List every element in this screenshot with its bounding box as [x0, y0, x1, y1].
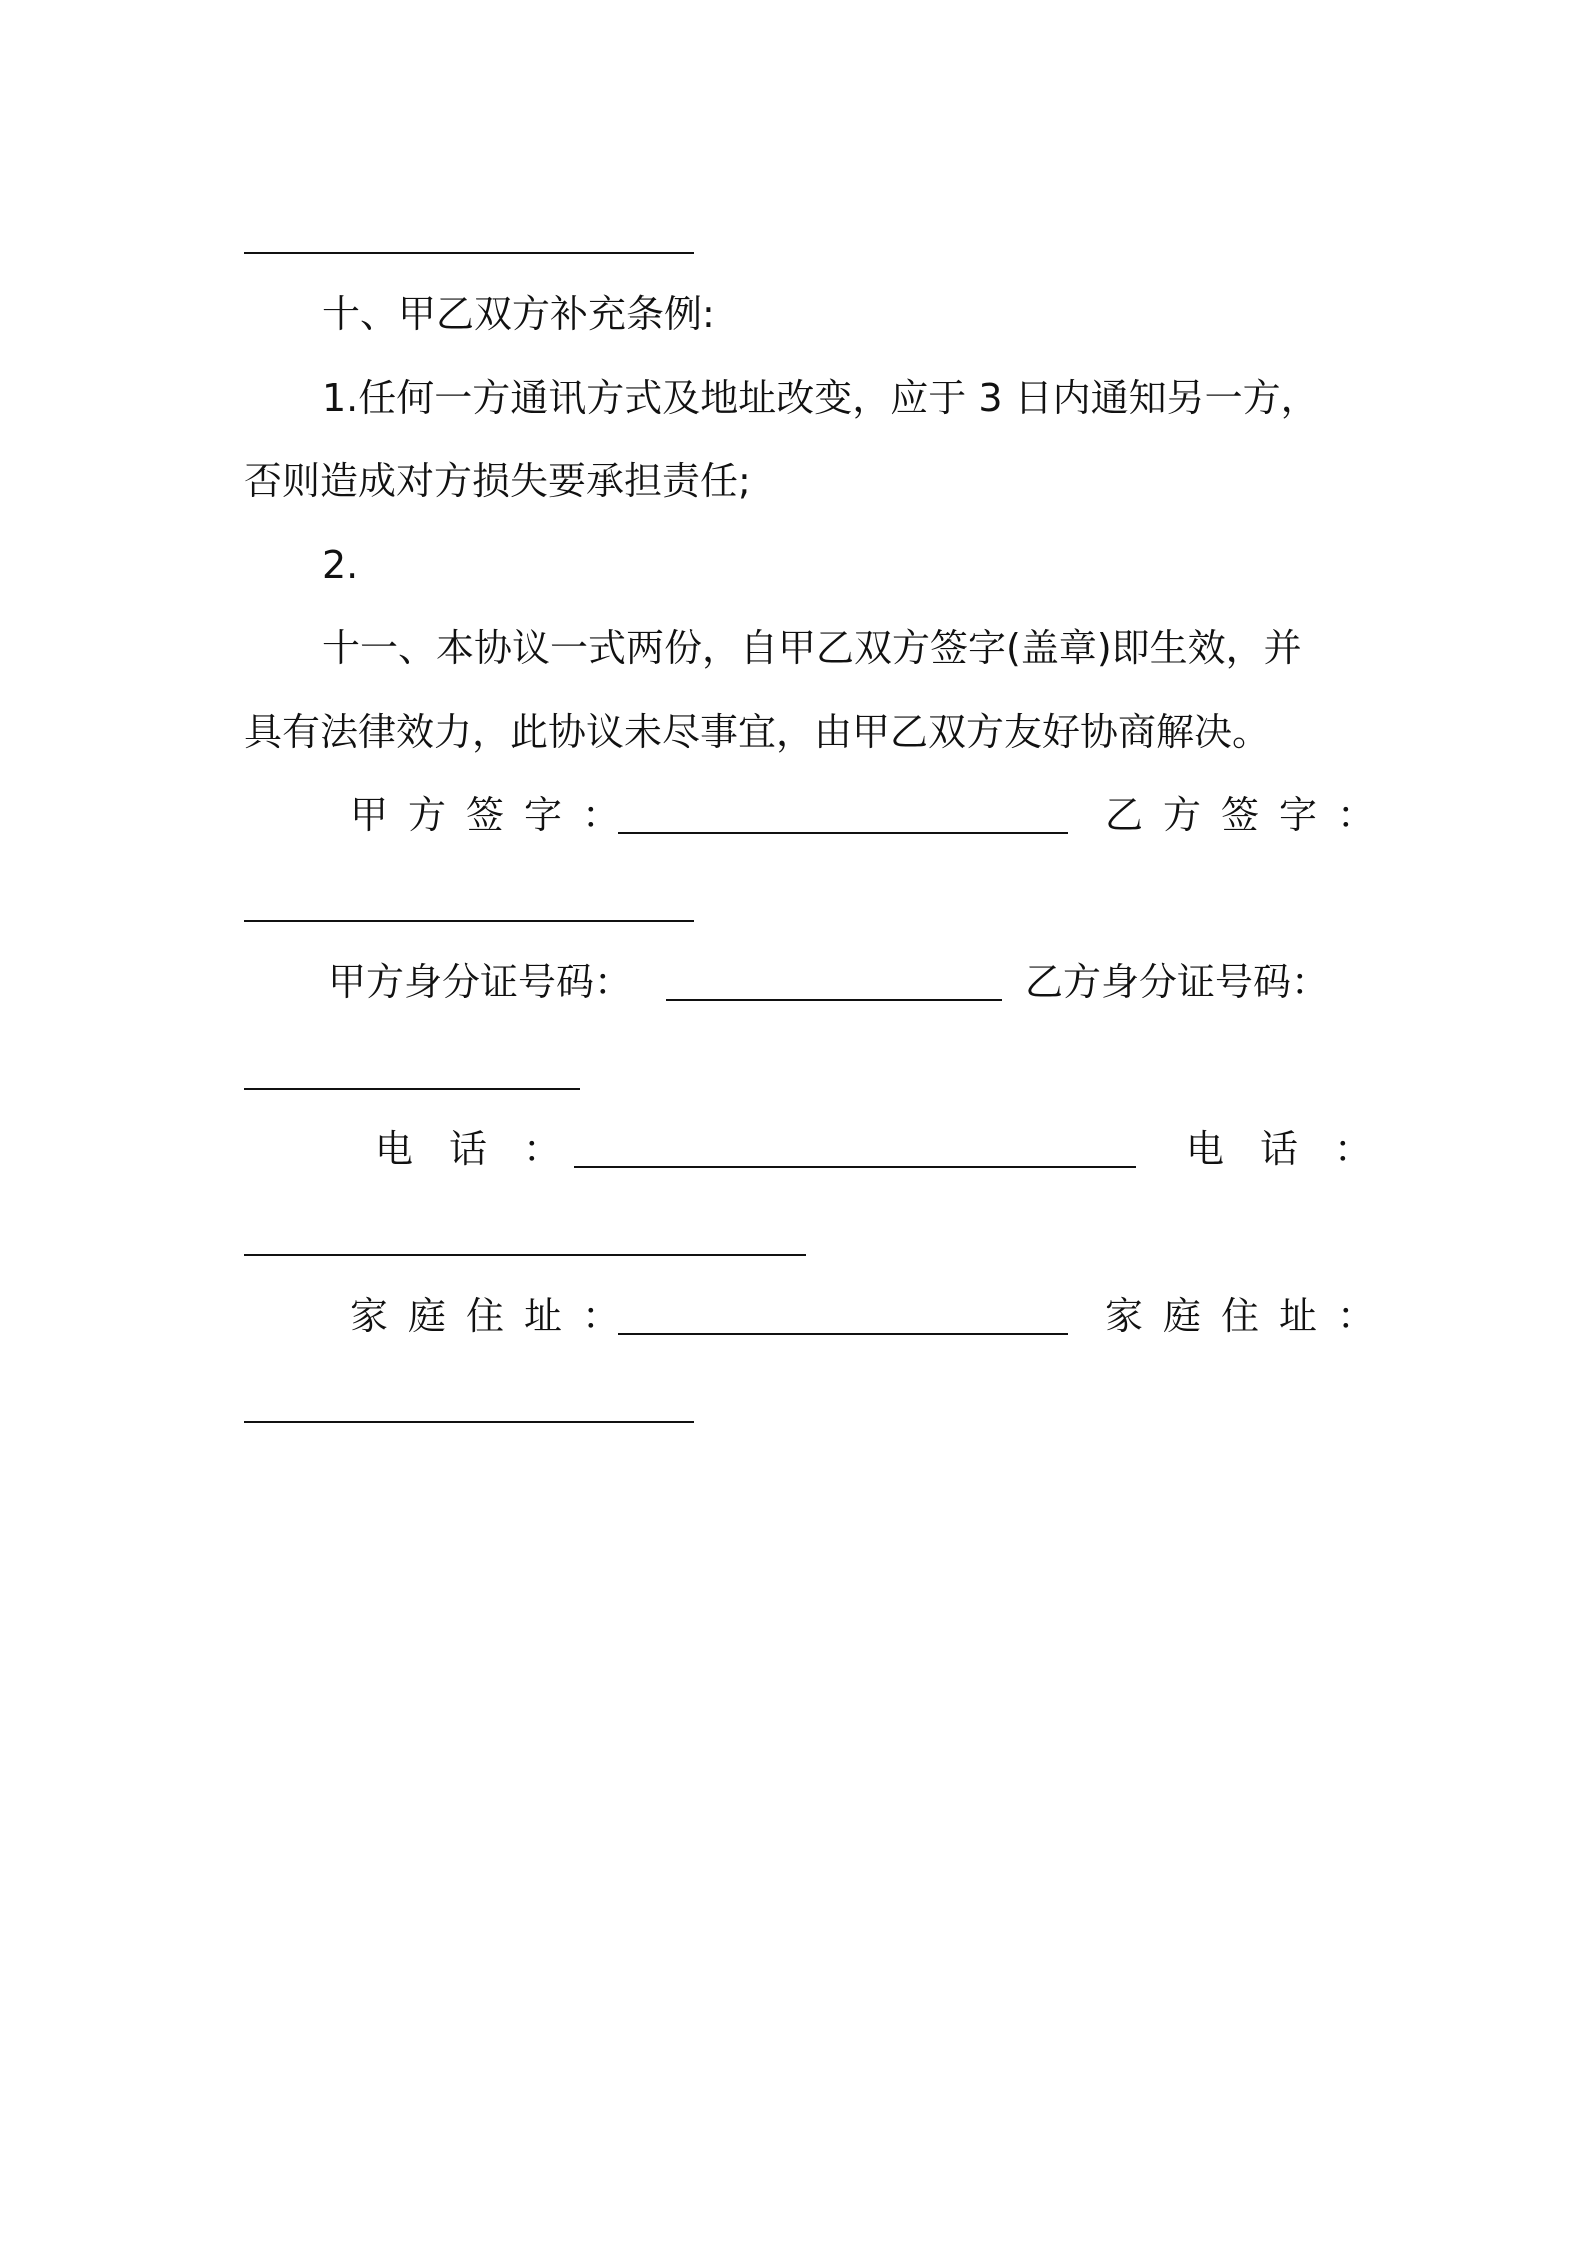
party-a-phone-label: 电话：: [375, 1127, 598, 1171]
party-b-address-blank[interactable]: [244, 1421, 694, 1423]
party-a-id-blank[interactable]: [666, 999, 1002, 1001]
party-a-signature-blank[interactable]: [618, 832, 1068, 834]
party-b-id-label: 乙方身分证号码：: [1025, 960, 1330, 1004]
clause-11-line-2: 具有法律效力，此协议未尽事宜，由甲乙双方友好协商解决。: [244, 710, 1271, 754]
party-a-address-blank[interactable]: [618, 1333, 1068, 1335]
party-a-id-label: 甲方身分证号码：: [328, 960, 633, 1004]
party-b-id-blank[interactable]: [244, 1088, 580, 1090]
party-a-signature-label: 甲方签字：: [350, 793, 641, 837]
party-a-address-label: 家庭住址：: [350, 1294, 641, 1338]
clause-11-line-1: 十一、本协议一式两份，自甲乙双方签字(盖章)即生效，并: [322, 626, 1302, 670]
clause-10-item-1-line-1: 1.任何一方通讯方式及地址改变，应于 3 日内通知另一方，: [322, 376, 1319, 420]
clause-10-item-2: 2.: [322, 543, 359, 587]
party-a-phone-blank[interactable]: [574, 1166, 1136, 1168]
party-b-phone-blank[interactable]: [244, 1254, 806, 1256]
blank-line-top: [244, 252, 694, 254]
clause-10-item-1-line-2: 否则造成对方损失要承担责任;: [244, 459, 751, 503]
clause-10-title: 十、甲乙双方补充条例:: [322, 292, 715, 336]
party-b-signature-label: 乙方签字：: [1105, 793, 1396, 837]
party-b-address-label: 家庭住址：: [1105, 1294, 1396, 1338]
party-b-signature-blank[interactable]: [244, 920, 694, 922]
party-b-phone-label: 电话：: [1186, 1127, 1409, 1171]
